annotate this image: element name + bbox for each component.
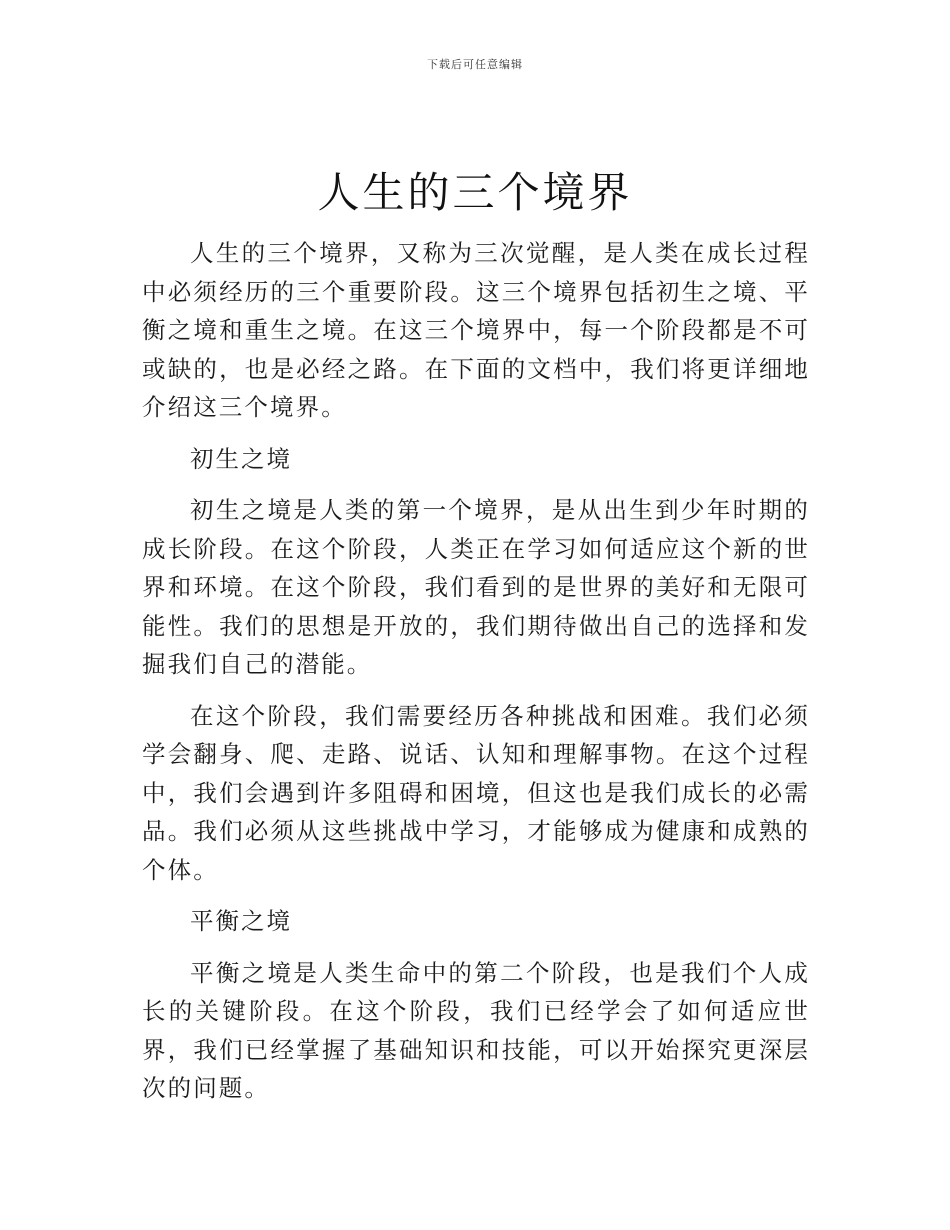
section2-paragraph-1: 平衡之境是人类生命中的第二个阶段，也是我们个人成长的关键阶段。在这个阶段，我们已经学会了如何适应世界，我们已经掌握了基础知识和技能，可以开始探究更深层次的问题。 <box>142 958 810 1102</box>
section1-paragraph-2: 在这个阶段，我们需要经历各种挑战和困难。我们必须学会翻身、爬、走路、说话、认知和理解事物。在这个过程中，我们会遇到许多阻碍和困境，但这也是我们成长的必需品。我们必须从这些挑战中学习，才能够成为健康和成熟的个体。 <box>142 701 810 884</box>
section1-paragraph-1: 初生之境是人类的第一个境界，是从出生到少年时期的成长阶段。在这个阶段，人类正在学习如何适应这个新的世界和环境。在这个阶段，我们看到的是世界的美好和无限可能性。我们的思想是开放的，我们期待做出自己的选择和发掘我们自己的潜能。 <box>142 496 810 678</box>
document-body <box>142 234 810 1121</box>
section-heading-balance-realm: 平衡之境 <box>190 907 292 935</box>
section-heading-initial-realm: 初生之境 <box>190 444 292 473</box>
page-title: 人生的三个境界 <box>317 168 633 217</box>
page-header: 下载后可任意编辑 <box>427 58 523 71</box>
intro-paragraph: 人生的三个境界，又称为三次觉醒，是人类在成长过程中必须经历的三个重要阶段。这三个境界包括初生之境、平衡之境和重生之境。在这三个境界中，每一个阶段都是不可或缺的，也是必经之路。在下面的文档中，我们将更详细地介绍这三个境界。 <box>142 239 810 421</box>
